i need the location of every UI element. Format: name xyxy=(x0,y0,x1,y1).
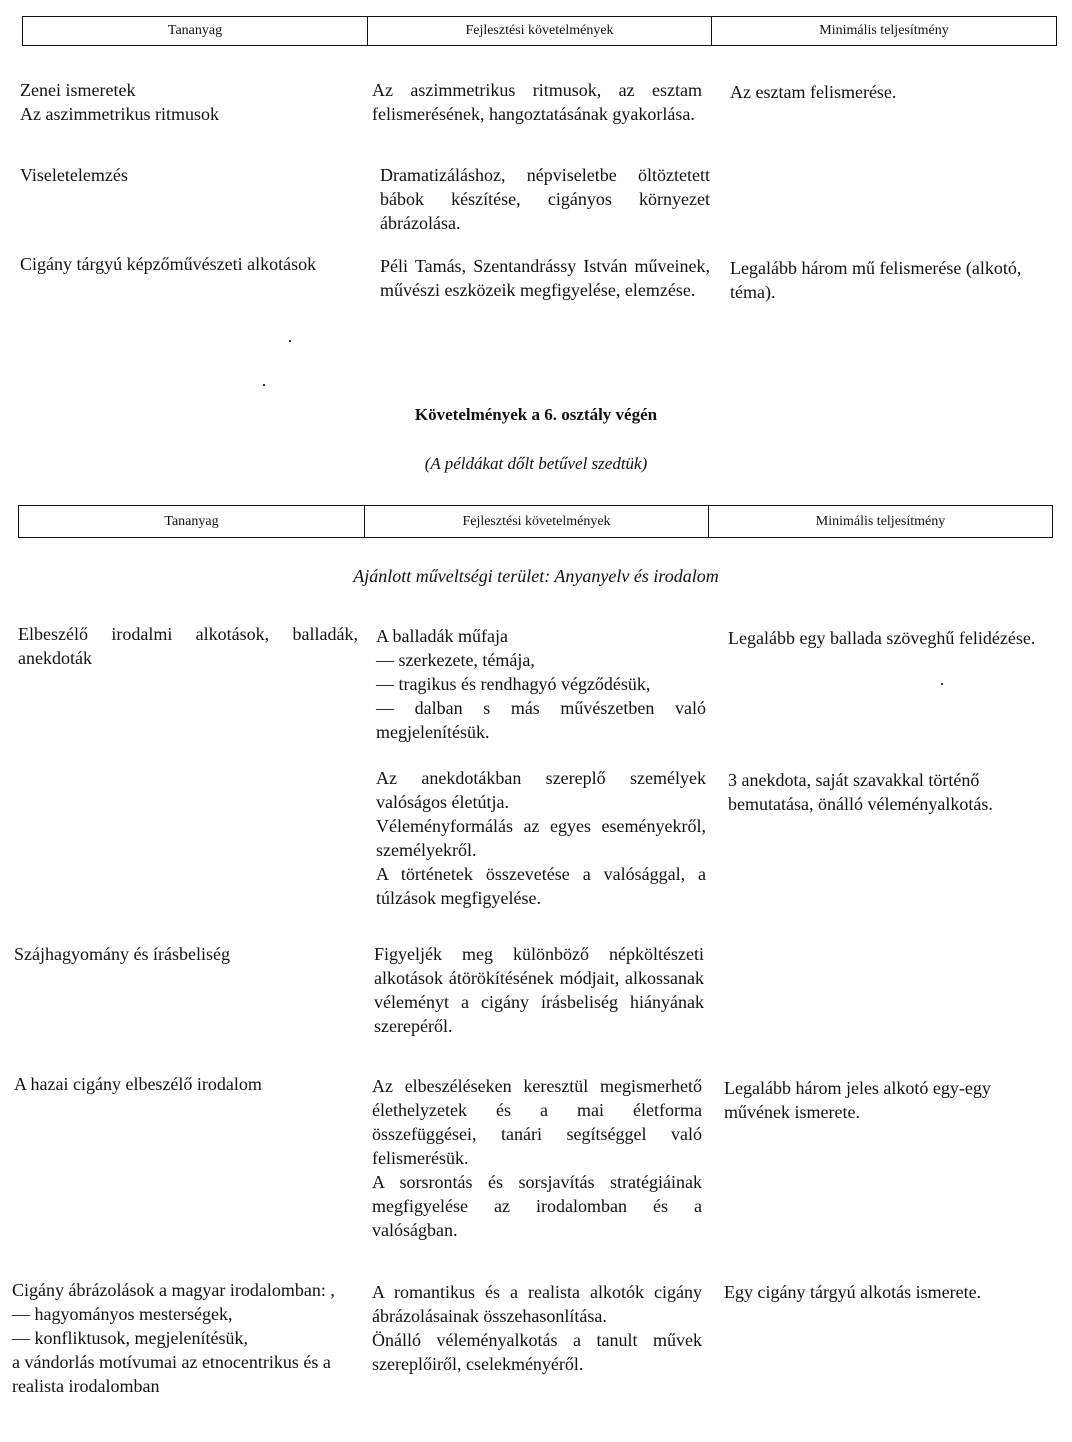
table2-row3-requirements: Figyeljék meg különböző népköltészeti alkotások átörökítésének módjait, alkossanak véleményt a cigány írásbeliség hiányának szerepéről. xyxy=(374,944,704,1036)
table1-row3-topic: Cigány tárgyú képzőművészeti alkotások xyxy=(20,254,317,274)
scan-speck xyxy=(263,384,265,386)
table2-row1-requirements: A balladák műfaja — szerkezete, témája, — tragikus és rendhagyó végződésük, — dalban s más művészetben való megjelenítésük. xyxy=(376,626,706,742)
table1-row1-minimum: Az esztam felismerése. xyxy=(730,82,897,102)
section-subtitle: (A példákat dőlt betűvel szedtük) xyxy=(424,454,648,473)
table1-header xyxy=(22,16,1057,46)
table2-row1-minimum: Legalább egy ballada szöveghű felidézése. xyxy=(728,628,1036,648)
table2-row4-minimum: Legalább három jeles alkotó egy-egy művének ismerete. xyxy=(724,1078,991,1122)
table2-row5-minimum: Egy cigány tárgyú alkotás ismerete. xyxy=(724,1282,982,1302)
table2-row4-topic: A hazai cigány elbeszélő irodalom xyxy=(14,1074,262,1094)
table2-row2-requirements: Az anekdotákban szereplő személyek valóságos életútja. Véleményformálás az egyes eseményekről, személyekről. A történetek összevetése a valósággal, a túlzások megfigyelése. xyxy=(376,768,706,908)
table1-row3-minimum: Legalább három mű felismerése (alkotó, téma). xyxy=(730,258,1022,302)
table2-header-topic: Tananyag xyxy=(19,506,365,537)
table1-header-requirements: Fejlesztési követelmények xyxy=(368,17,712,45)
table2-header-minimum: Minimális teljesítmény xyxy=(815,513,946,529)
table2-row5-topic: Cigány ábrázolások a magyar irodalomban: , — hagyományos mesterségek, — konfliktusok, megjelenítésük, a vándorlás motívumai az etnocentrikus és a realista irodalomban xyxy=(12,1280,335,1396)
table1-row1-requirements: Az aszimmetrikus ritmusok, az esztam felismerésének, hangoztatásának gyakorlása. xyxy=(372,80,702,124)
table1-row2-requirements: Dramatizáláshoz, népviseletbe öltöztetett bábok készítése, cigányos környezet ábrázolása. xyxy=(380,165,710,233)
table1-header-topic: Tananyag xyxy=(23,17,368,45)
table2-header xyxy=(18,505,1053,538)
scan-speck xyxy=(289,340,291,342)
table1-row1-topic: Zenei ismeretek Az aszimmetrikus ritmusok xyxy=(20,80,219,124)
area-label: Ajánlott műveltségi terület: Anyanyelv és irodalom xyxy=(353,566,719,586)
table1-header-minimum: Minimális teljesítmény xyxy=(819,23,949,38)
table2-row1-topic: Elbeszélő irodalmi alkotások, balladák, anekdoták xyxy=(18,624,358,668)
table2-header-requirements: Fejlesztési követelmények xyxy=(365,506,709,537)
section-title: Követelmények a 6. osztály végén xyxy=(414,405,658,424)
table2-row3-topic: Szájhagyomány és írásbeliség xyxy=(14,944,230,964)
scan-speck xyxy=(941,683,943,685)
table2-row5-requirements: A romantikus és a realista alkotók cigány ábrázolásainak összehasonlítása. Önálló véleményalkotás a tanult művek szereplőiről, cselekményéről. xyxy=(372,1282,702,1374)
table1-row3-requirements: Péli Tamás, Szentandrássy István műveinek, művészi eszközeik megfigyelése, elemzése. xyxy=(380,256,710,300)
table1-row2-topic: Viseletelemzés xyxy=(20,165,128,185)
table2-row4-requirements: Az elbeszéléseken keresztül megismerhető élethelyzetek és a mai életforma összefüggései, tanári segítséggel való felismerésük. A sorsrontás és sorsjavítás stratégiáinak megfigyelése az irodalomban és a valóságban. xyxy=(372,1076,702,1240)
table2-row2-minimum: 3 anekdota, saját szavakkal történő bemutatása, önálló véleményalkotás. xyxy=(728,770,993,814)
